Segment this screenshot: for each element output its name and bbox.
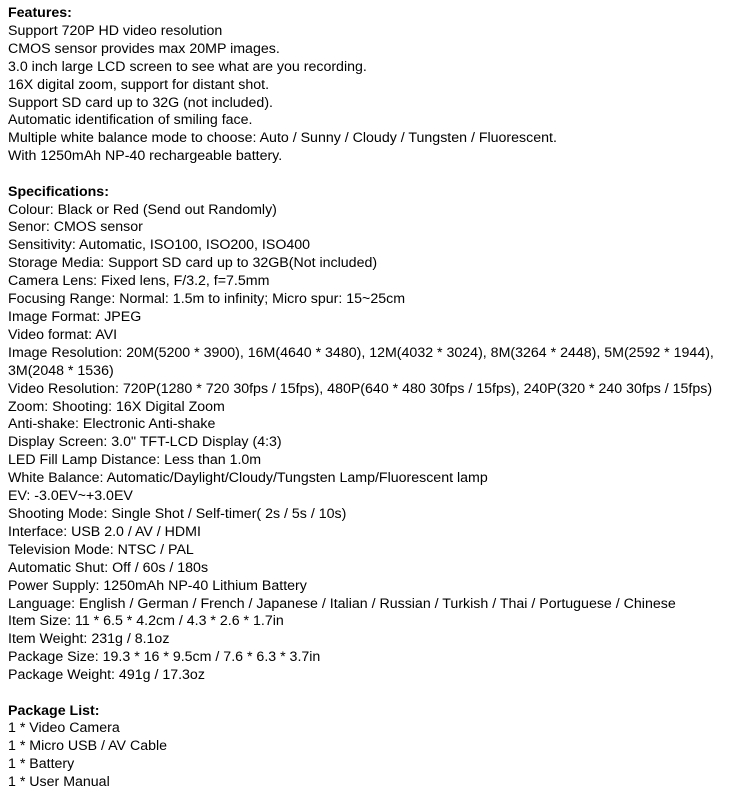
spec-item: Senor: CMOS sensor — [8, 219, 143, 236]
features-section — [8, 5, 738, 166]
spec-item: Item Size: 11 * 6.5 * 4.2cm / 4.3 * 2.6 * 1.7in — [8, 613, 284, 630]
package-item: 1 * Video Camera — [8, 720, 120, 737]
spec-item: Colour: Black or Red (Send out Randomly) — [8, 201, 277, 218]
package-item: 1 * User Manual — [8, 774, 110, 791]
spec-item: 3M(2048 * 1536) — [8, 362, 114, 379]
package-list-section — [8, 703, 738, 793]
spec-item: Focusing Range: Normal: 1.5m to infinity; Micro spur: 15~25cm — [8, 291, 406, 308]
features-item: Support SD card up to 32G (not included). — [8, 94, 273, 111]
spec-item: Automatic Shut: Off / 60s / 180s — [8, 559, 209, 576]
spec-item: LED Fill Lamp Distance: Less than 1.0m — [8, 452, 262, 469]
features-item: 16X digital zoom, support for distant shot. — [8, 76, 270, 93]
spec-item: Image Resolution: 20M(5200 * 3900), 16M(4640 * 3480), 12M(4032 * 3024), 8M(3264 * 2448), 5M(2592 * 1944), — [8, 344, 714, 361]
spec-item: Zoom: Shooting: 16X Digital Zoom — [8, 398, 225, 415]
spec-item: Display Screen: 3.0" TFT-LCD Display (4:3) — [8, 434, 282, 451]
spec-item: Video format: AVI — [8, 326, 118, 343]
spec-item: Power Supply: 1250mAh NP-40 Lithium Battery — [8, 577, 307, 594]
spec-item: Video Resolution: 720P(1280 * 720 30fps / 15fps), 480P(640 * 480 30fps / 15fps), 240P(320 * 240 30fps / 15fps) — [8, 380, 713, 397]
package-item: 1 * Micro USB / AV Cable — [8, 738, 168, 755]
spec-item: Interface: USB 2.0 / AV / HDMI — [8, 523, 201, 540]
features-item: Automatic identification of smiling face. — [8, 112, 253, 129]
features-item: Multiple white balance mode to choose: Auto / Sunny / Cloudy / Tungsten / Fluorescent. — [8, 130, 557, 147]
features-item: 3.0 inch large LCD screen to see what are you recording. — [8, 58, 367, 75]
features-item: With 1250mAh NP-40 rechargeable battery. — [8, 148, 283, 165]
package-item: 1 * Battery — [8, 756, 75, 773]
spec-item: Item Weight: 231g / 8.1oz — [8, 631, 170, 648]
spec-item: Package Weight: 491g / 17.3oz — [8, 667, 205, 684]
package-list-heading: Package List: — [8, 702, 100, 719]
features-item: Support 720P HD video resolution — [8, 22, 223, 39]
features-item: CMOS sensor provides max 20MP images. — [8, 40, 280, 57]
spec-item: Sensitivity: Automatic, ISO100, ISO200, ISO400 — [8, 237, 311, 254]
features-heading: Features: — [8, 5, 72, 21]
spec-item: White Balance: Automatic/Daylight/Cloudy/Tungsten Lamp/Fluorescent lamp — [8, 470, 488, 487]
spec-item: Camera Lens: Fixed lens, F/3.2, f=7.5mm — [8, 273, 270, 290]
spec-item: Package Size: 19.3 * 16 * 9.5cm / 7.6 * 6.3 * 3.7in — [8, 649, 321, 666]
spec-item: Television Mode: NTSC / PAL — [8, 541, 194, 558]
spec-item: EV: -3.0EV~+3.0EV — [8, 488, 133, 505]
spec-item: Image Format: JPEG — [8, 309, 142, 325]
spec-item: Language: English / German / French / Japanese / Italian / Russian / Turkish / Thai / Portuguese / Chinese — [8, 595, 676, 612]
spec-item: Storage Media: Support SD card up to 32GB(Not included) — [8, 255, 378, 272]
spec-item: Anti-shake: Electronic Anti-shake — [8, 416, 216, 433]
specifications-heading: Specifications: — [8, 183, 109, 200]
specifications-section — [8, 184, 738, 685]
spec-item: Shooting Mode: Single Shot / Self-timer( 2s / 5s / 10s) — [8, 505, 347, 522]
